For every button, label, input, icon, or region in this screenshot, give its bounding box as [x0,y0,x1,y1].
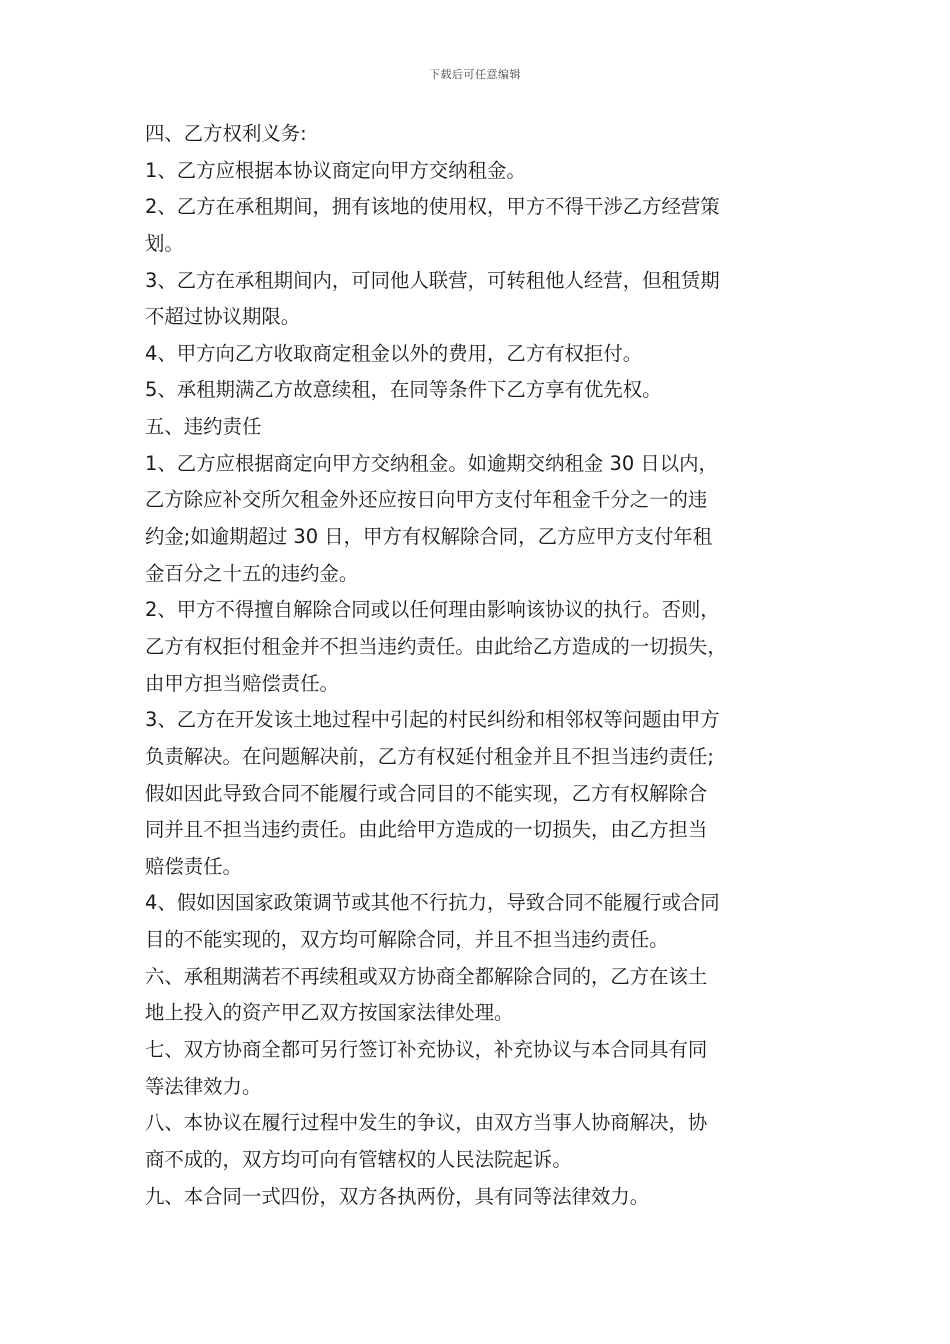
text-line: 金百分之十五的违约金。 [145,561,359,585]
text-line: 同并且不担当违约责任。由此给甲方造成的一切损失，由乙方担当 [145,818,708,842]
text-line: 假如因此导致合同不能履行或合同目的不能实现，乙方有权解除合 [145,781,708,805]
text-line: 由甲方担当赔偿责任。 [145,671,339,695]
section-heading-9: 九、本合同一式四份，双方各执两份，具有同等法律效力。 [145,1184,650,1208]
text-line: 等法律效力。 [145,1074,262,1098]
text-line: 地上投入的资产甲乙双方按国家法律处理。 [145,1001,514,1025]
text-line: 3、乙方在开发该土地过程中引起的村民纠纷和相邻权等问题由甲方 [145,708,720,732]
text-line: 4、甲方向乙方收取商定租金以外的费用，乙方有权拒付。 [145,341,643,365]
section-heading-7: 七、双方协商全都可另行签订补充协议，补充协议与本合同具有同 [145,1038,708,1062]
text-line: 2、乙方在承租期间，拥有该地的使用权，甲方不得干涉乙方经营策 [145,195,720,219]
text-line: 3、乙方在承租期间内，可同他人联营，可转租他人经营，但租赁期 [145,268,720,292]
page-header: 下载后可任意编辑 [429,68,521,81]
text-line: 负责解决。在问题解决前，乙方有权延付租金并且不担当违约责任; [145,744,714,768]
text-line: 5、承租期满乙方故意续租，在同等条件下乙方享有优先权。 [145,378,662,402]
text-line: 1、乙方应根据商定向甲方交纳租金。如逾期交纳租金 30 日以内， [145,451,718,475]
text-line: 赔偿责任。 [145,854,242,878]
text-line: 不超过协议期限。 [145,305,301,329]
section-heading-6: 六、承租期满若不再续租或双方协商全都解除合同的，乙方在该土 [145,964,708,988]
document-body [145,116,817,1215]
text-line: 划。 [145,231,184,255]
text-line: 4、假如因国家政策调节或其他不行抗力，导致合同不能履行或合同 [145,891,720,915]
text-line: 乙方有权拒付租金并不担当违约责任。由此给乙方造成的一切损失， [145,634,727,658]
text-line: 乙方除应补交所欠租金外还应按日向甲方支付年租金千分之一的违 [145,488,708,512]
text-line: 目的不能实现的，双方均可解除合同，并且不担当违约责任。 [145,928,669,952]
text-line: 约金;如逾期超过 30 日，甲方有权解除合同，乙方应甲方支付年租 [145,525,713,549]
section-heading-8: 八、本协议在履行过程中发生的争议，由双方当事人协商解决，协 [145,1111,708,1135]
text-line: 1、乙方应根据本协议商定向甲方交纳租金。 [145,158,526,182]
section-heading-5: 五、违约责任 [145,415,262,439]
section-heading-4: 四、乙方权利义务: [145,122,307,145]
text-line: 商不成的，双方均可向有管辖权的人民法院起诉。 [145,1147,572,1171]
text-line: 2、甲方不得擅自解除合同或以任何理由影响该协议的执行。否则， [145,598,720,622]
